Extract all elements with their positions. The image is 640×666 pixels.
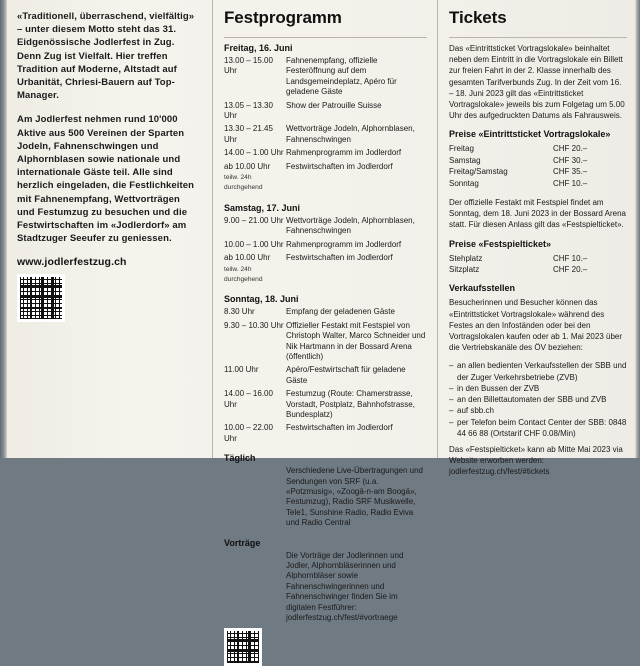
price-label: Freitag/Samstag xyxy=(449,167,508,177)
program-entry xyxy=(224,365,427,386)
program-day xyxy=(224,538,427,666)
program-entry-time: 10.00 – 1.00 Uhr xyxy=(224,239,284,249)
program-entry-desc: Offizieller Festakt mit Festspiel von Christoph Walter, Marco Schneider und Nik Hartmann in der Bossard Arena (öffentlich) xyxy=(286,320,426,361)
program-day-heading: Samstag, 17. Juni xyxy=(224,202,301,213)
program-entry-desc: Empfang der geladenen Gäste xyxy=(286,307,395,317)
online-ticket-note: Das «Festspielticket» kann ab Mitte Mai 2023 via Website erworben werden: jodlerfestzug.ch/fest/#tickets xyxy=(449,444,623,477)
right-page-edge xyxy=(635,0,640,458)
program-entry-desc: Rahmenprogramm im Jodlerdorf xyxy=(286,239,402,249)
program-entry-desc: Show der Patrouille Suisse xyxy=(286,100,382,110)
price-amount: CHF 10.– xyxy=(553,178,588,188)
program-entry xyxy=(224,124,427,145)
intro-paragraph-2: Am Jodlerfest nehmen rund 10'000 Aktive aus 500 Vereinen der Sparten Jodeln, Fahnenschwingen und Alphornblasen sowie nationale und internationale Gäste teil. Alle sind herzlich eingeladen, die Festlichkeiten mit Fahnenempfang, Wettvorträgen und Festumzug zu besuchen und die Festwirtschaften im «Jodlerdorf» am Stadtzuger Seeufer zu geniessen. xyxy=(17,114,195,245)
program-entry-time: ab 10.00 Uhr xyxy=(224,253,271,263)
price-title-vortragslokale: Preise «Eintrittsticket Vortragslokale» xyxy=(449,129,611,140)
sales-channel-item: – in den Bussen der ZVB xyxy=(449,383,627,394)
program-title: Festprogramm xyxy=(224,8,342,27)
program-entry-time: 11.00 Uhr xyxy=(224,365,259,375)
program-entry xyxy=(224,148,427,158)
program-entry-time: 13.00 – 15.00 Uhr xyxy=(224,56,273,76)
intro-column xyxy=(7,0,212,458)
program-entry-time: 13.30 – 21.45 Uhr xyxy=(224,124,273,144)
price-label: Stehplatz xyxy=(449,253,483,263)
price-row xyxy=(449,253,627,264)
program-entry xyxy=(224,321,427,363)
program-day-heading: Sonntag, 18. Juni xyxy=(224,294,299,305)
price-amount: CHF 20.– xyxy=(553,265,588,275)
program-entry-time: 10.00 – 22.00 Uhr xyxy=(224,423,273,443)
program-entry xyxy=(224,101,427,122)
program-entry-time: 8.30 Uhr xyxy=(224,307,255,317)
festakt-note: Der offizielle Festakt mit Festspiel findet am Sonntag, dem 18. Juni 2023 in der Bossard Arena statt. Für diesen Anlass gilt das «Festspielticket». xyxy=(449,198,627,230)
price-row xyxy=(449,166,627,177)
price-label: Sonntag xyxy=(449,178,479,188)
website-url[interactable]: www.jodlerfestzug.ch xyxy=(17,256,127,269)
program-entry-desc: Die Vorträge der Jodlerinnen und Jodler, Alphornbläserinnen und Alphornbläser sowie Fahnenschwingerinnen und Fahnenschwinger finden Sie im digitalen Festführer: jodlerfestzug.ch/fest/#vortraege xyxy=(286,550,404,623)
program-entry-desc: Verschiedene Live-Übertragungen und Sendungen von SRF (u.a. «Potzmusig», «Zoogä-n-am Boogä», Festumzug), Radio SRF Musikwelle, Tele1, Sunshine Radio, Radio Eviva und Radio Central xyxy=(286,466,423,528)
program-entry xyxy=(224,216,427,237)
price-label: Samstag xyxy=(449,155,481,165)
program-entry xyxy=(224,56,427,98)
sales-channel-item: – per Telefon beim Contact Center der SBB: 0848 44 66 88 (Ortstarif CHF 0.08/Min) xyxy=(449,417,627,439)
program-entry xyxy=(224,389,427,420)
program-entry-subnote: teilw. 24h durchgehend xyxy=(224,265,263,283)
program-divider xyxy=(224,37,427,38)
price-label: Sitzplatz xyxy=(449,265,480,275)
qr-code-icon[interactable] xyxy=(17,274,65,322)
program-entry xyxy=(224,162,427,194)
price-amount: CHF 20.– xyxy=(553,144,588,154)
price-amount: CHF 30.– xyxy=(553,155,588,165)
program-entry-desc: Festwirtschaften im Jodlerdorf xyxy=(286,253,393,263)
program-day xyxy=(224,203,427,285)
program-column xyxy=(212,0,437,623)
tickets-title: Tickets xyxy=(449,8,507,27)
program-entry-desc: Rahmenprogramm im Jodlerdorf xyxy=(286,148,402,158)
program-entry xyxy=(224,551,427,624)
program-entry xyxy=(224,307,427,317)
intro-paragraph-1: «Traditionell, überraschend, vielfältig» – unter diesem Motto steht das 31. Eidgenössische Jodlerfest in Zug. Denn Zug ist Vielfalt. Hier treffen Tradition auf Moderne, Altstadt auf Urbanität, Chriesi-Bauern auf Top-Manager. xyxy=(17,11,195,102)
program-entry-desc: Festumzug (Route: Chamerstrasse, Vorstadt, Postplatz, Bahnhofstrasse, Bundesplatz) xyxy=(286,389,415,419)
program-day-heading: Vorträge xyxy=(224,537,261,548)
program-entry-subnote: teilw. 24h durchgehend xyxy=(224,174,263,192)
sales-channel-item: – an den Billettautomaten der SBB und ZVB xyxy=(449,394,627,405)
sales-channel-list xyxy=(449,360,627,438)
program-entry-time: 14.00 – 16.00 Uhr xyxy=(224,389,273,409)
sales-intro: Besucherinnen und Besucher können das «Eintrittsticket Vortragslokale» während des Festes an den Infoständen oder bei den Vortragslokalen kaufen oder ab 1. Mai 2023 über die Vertriebskanäle des ÖV beziehen: xyxy=(449,298,623,353)
price-label: Freitag xyxy=(449,144,474,154)
program-day-heading: Täglich xyxy=(224,453,256,464)
price-row xyxy=(449,143,627,154)
column-divider-1 xyxy=(212,0,213,458)
sales-channel-item: – auf sbb.ch xyxy=(449,405,627,416)
program-entry-time xyxy=(224,551,286,624)
price-row xyxy=(449,178,627,189)
price-row xyxy=(449,155,627,166)
program-day-heading: Freitag, 16. Juni xyxy=(224,43,293,53)
program-entry-desc: Festwirtschaften im Jodlerdorf xyxy=(286,423,393,433)
program-entry xyxy=(224,423,427,444)
program-entry-time: 9.30 – 10.30 Uhr xyxy=(224,320,284,330)
program-day xyxy=(224,43,427,194)
sales-title: Verkaufsstellen xyxy=(449,283,516,294)
price-amount: CHF 10.– xyxy=(553,253,588,263)
price-amount: CHF 35.– xyxy=(553,167,588,177)
program-day xyxy=(224,453,427,528)
qr-code-icon[interactable] xyxy=(224,628,262,666)
column-divider-2 xyxy=(437,0,438,458)
program-entry-desc: Wettvorträge Jodeln, Alphornblasen, Fahnenschwingen xyxy=(286,124,415,144)
tickets-column xyxy=(437,0,635,477)
sales-channel-item: – an allen bedienten Verkaufsstellen der SBB und der Zuger Verkehrsbetriebe (ZVB) xyxy=(449,360,627,382)
program-entry xyxy=(224,240,427,250)
price-row xyxy=(449,264,627,275)
program-day xyxy=(224,294,427,444)
program-entry-time: 9.00 – 21.00 Uhr xyxy=(224,215,284,225)
program-entry-time: 13.05 – 13.30 Uhr xyxy=(224,100,273,121)
program-entry-time: 14.00 – 1.00 Uhr xyxy=(224,148,284,158)
program-entry-desc: Festwirtschaften im Jodlerdorf xyxy=(286,161,393,171)
program-entry-time xyxy=(224,466,286,528)
program-qr-wrapper xyxy=(224,628,427,666)
program-entry-desc: Apéro/Festwirtschaft für geladene Gäste xyxy=(286,365,406,385)
program-entry-desc: Wettvorträge Jodeln, Alphornblasen, Fahnenschwingen xyxy=(286,215,415,236)
program-entry-desc: Fahnenempfang, offizielle Festeröffnung auf dem Landsgemeindeplatz, Apéro für geladene Gäste xyxy=(286,56,397,97)
program-entry xyxy=(224,466,427,528)
tickets-intro: Das «Eintrittsticket Vortragslokale» beinhaltet neben dem Eintritt in die Vortragslokale ein Billett zur freien Fahrt in der 2. Klasse innerhalb des gesamten Tarifverbunds Zug. In der Zeit vom 16. – 18. Juni 2023 gilt das «Eintrittsticket Vortragslokale» jeweils bis zum Folgetag um 5.00 Uhr des aufgedruckten Datums als Fahrausweis. xyxy=(449,44,625,121)
tickets-divider xyxy=(449,37,627,38)
price-title-festspiel: Preise «Festspielticket» xyxy=(449,238,552,249)
left-page-edge xyxy=(0,0,7,458)
columns-container xyxy=(7,0,635,623)
program-entry xyxy=(224,253,427,285)
program-entry-time: ab 10.00 Uhr xyxy=(224,161,271,171)
